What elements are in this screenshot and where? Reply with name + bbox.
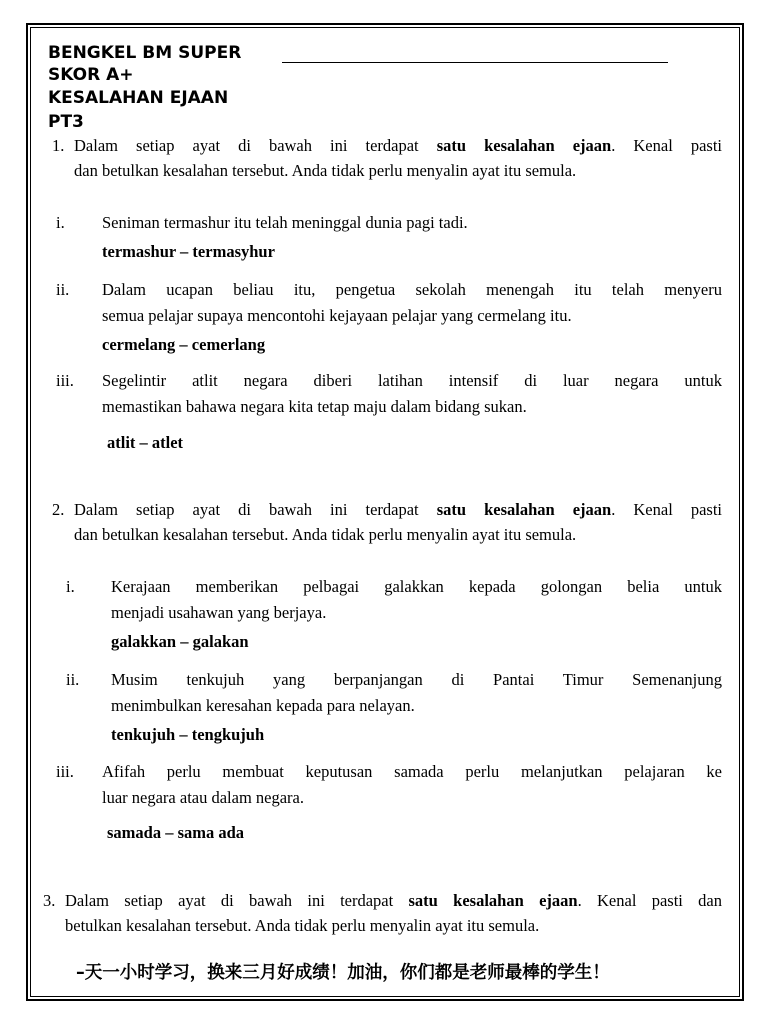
section-3-instruction-line2: betulkan kesalahan tersebut. Anda tidak perlu menyalin ayat itu semula. [65, 916, 540, 935]
section-2-number: 2. [52, 500, 65, 519]
section-2-item-i-sentence: Kerajaan memberikan pelbagai galakkan kepada golongan belia untuk [111, 577, 722, 596]
section-1-item-iii-number: iii. [56, 371, 74, 390]
footer-motto: –天一小时学习，换来三月好成绩！加油，你们都是老师最棒的学生！ [76, 963, 610, 983]
section-1-instruction: Dalam setiap ayat di bawah ini terdapat satu kesalahan ejaan. Kenal pasti [74, 136, 722, 155]
section-3-number: 3. [43, 891, 56, 910]
section-2-item-i-sentence-line2: menjadi usahawan yang berjaya. [111, 603, 327, 622]
section-2-item-iii-number: iii. [56, 762, 74, 781]
section-1-item-iii-answer: atlit – atlet [107, 433, 184, 452]
section-1-item-ii-number: ii. [56, 280, 70, 299]
section-1-item-iii-sentence: Segelintir atlit negara diberi latihan intensif di luar negara untuk [102, 371, 722, 390]
section-2-item-ii-number: ii. [66, 670, 80, 689]
section-2-item-iii-sentence-line2: luar negara atau dalam negara. [102, 788, 305, 807]
section-2-item-i-answer: galakkan – galakan [111, 632, 249, 651]
section-1-item-ii-answer: cermelang – cemerlang [102, 335, 266, 354]
section-1-number: 1. [52, 136, 65, 155]
section-1-instruction-line2: dan betulkan kesalahan tersebut. Anda tidak perlu menyalin ayat itu semula. [74, 161, 577, 180]
section-1-item-i-answer: termashur – termasyhur [102, 242, 275, 261]
header-title: BENGKEL BM SUPER [48, 43, 242, 63]
section-3-instruction: Dalam setiap ayat di bawah ini terdapat satu kesalahan ejaan. Kenal pasti dan [65, 891, 722, 910]
header-subtitle: SKOR A+ [48, 65, 134, 85]
section-1-item-ii-sentence-line2: semua pelajar supaya mencontohi kejayaan pelajar yang cermelang itu. [102, 306, 572, 325]
header-underline [282, 62, 668, 63]
section-2-item-iii-sentence: Afifah perlu membuat keputusan samada perlu melanjutkan pelajaran ke [102, 762, 722, 781]
section-1-item-iii-sentence-line2: memastikan bahawa negara kita tetap maju dalam bidang sukan. [102, 397, 527, 416]
section-2-item-ii-sentence-line2: menimbulkan keresahan kepada para nelayan. [111, 696, 415, 715]
section-1-item-i-sentence: Seniman termashur itu telah meninggal dunia pagi tadi. [102, 213, 468, 232]
section-2-instruction-line2: dan betulkan kesalahan tersebut. Anda tidak perlu menyalin ayat itu semula. [74, 525, 577, 544]
section-2-item-i-number: i. [66, 577, 75, 596]
section-2-instruction: Dalam setiap ayat di bawah ini terdapat satu kesalahan ejaan. Kenal pasti [74, 500, 722, 519]
header-level: PT3 [48, 112, 84, 132]
section-1-item-ii-sentence: Dalam ucapan beliau itu, pengetua sekolah menengah itu telah menyeru [102, 280, 722, 299]
section-2-item-iii-answer: samada – sama ada [107, 823, 245, 842]
section-2-item-ii-answer: tenkujuh – tengkujuh [111, 725, 265, 744]
header-topic: KESALAHAN EJAAN [48, 88, 229, 108]
section-2-item-ii-sentence: Musim tenkujuh yang berpanjangan di Pantai Timur Semenanjung [111, 670, 722, 689]
section-1-item-i-number: i. [56, 213, 65, 232]
